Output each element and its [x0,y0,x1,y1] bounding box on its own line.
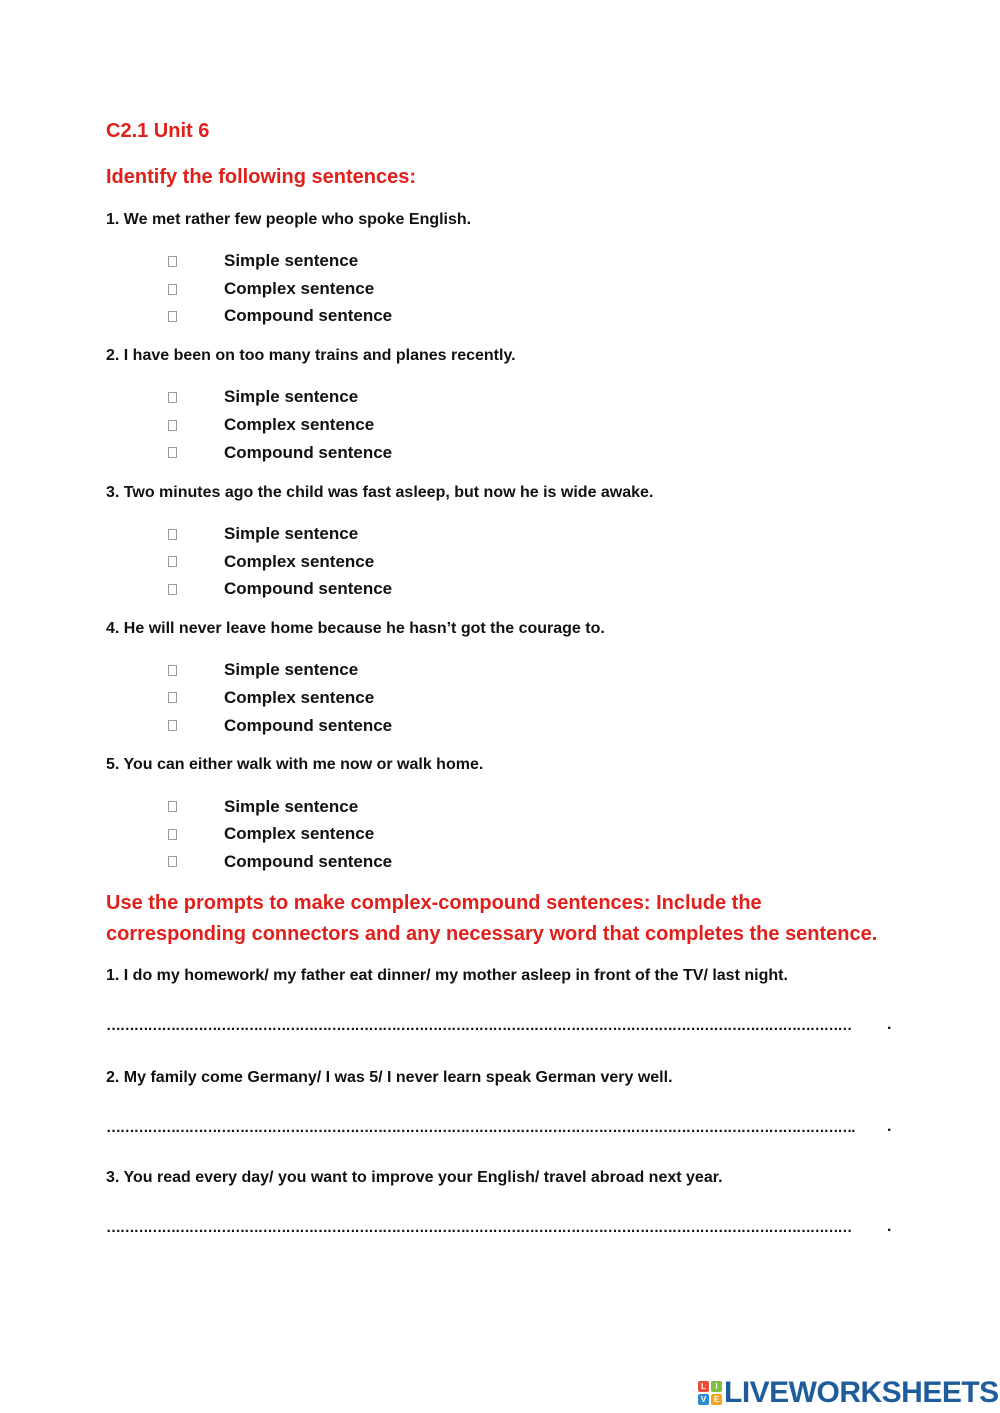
option-label: Simple sentence [224,251,359,270]
option-label: Complex sentence [224,824,375,843]
liveworksheets-logo-icon [698,1381,722,1406]
option-checkbox[interactable] [168,692,177,703]
option-checkbox[interactable] [168,829,177,840]
option-label: Simple sentence [224,660,359,679]
question-text: 4. He will never leave home because he hasn’t got the courage to. [106,620,605,637]
option-checkbox[interactable] [168,447,177,458]
option-label: Simple sentence [224,797,359,816]
option-label: Simple sentence [224,387,359,406]
option-label: Compound sentence [224,579,393,598]
question-text: 3. Two minutes ago the child was fast asleep, but now he is wide awake. [106,484,654,501]
answer-end-period: . [887,1016,892,1033]
option-checkbox[interactable] [168,584,177,595]
option-checkbox[interactable] [168,556,177,567]
option-checkbox[interactable] [168,420,177,431]
option-label: Compound sentence [224,852,393,871]
prompt-text: 2. My family come Germany/ I was 5/ I never learn speak German very well. [106,1069,673,1086]
option-label: Compound sentence [224,306,393,325]
option-checkbox[interactable] [168,284,177,295]
option-checkbox[interactable] [168,392,177,403]
option-label: Complex sentence [224,552,375,571]
option-checkbox[interactable] [168,311,177,322]
option-label: Complex sentence [224,279,375,298]
logo-tile-l: L [698,1381,709,1392]
prompt-text: 3. You read every day/ you want to improve your English/ travel abroad next year. [106,1169,723,1186]
option-checkbox[interactable] [168,256,177,267]
option-label: Compound sentence [224,443,393,462]
option-checkbox[interactable] [168,801,177,812]
liveworksheets-logo-text: LIVEWORKSHEETS [724,1376,999,1409]
option-checkbox[interactable] [168,529,177,540]
logo-tile-e: E [711,1394,722,1405]
answer-line[interactable]: ……………………………………………………………………………………………………………………………………………… [106,1219,852,1236]
option-checkbox[interactable] [168,665,177,676]
question-text: 2. I have been on too many trains and planes recently. [106,347,516,364]
worksheet-title: C2.1 Unit 6 [106,120,210,142]
option-label: Complex sentence [224,688,375,707]
answer-line[interactable]: ………………………………………………………………………………………………………………………………………………. [106,1119,855,1136]
logo-tile-v: V [698,1394,709,1405]
answer-end-period: . [887,1118,892,1135]
question-text: 5. You can either walk with me now or walk home. [106,756,484,773]
question-text: 1. We met rather few people who spoke English. [106,211,472,228]
logo-tile-i: I [711,1381,722,1392]
answer-end-period: . [887,1218,892,1235]
option-label: Compound sentence [224,716,393,735]
section2-heading-line2: corresponding connectors and any necessary word that completes the sentence. [106,923,878,945]
section2-heading-line1: Use the prompts to make complex-compound sentences: Include the [106,892,762,914]
prompt-text: 1. I do my homework/ my father eat dinner/ my mother asleep in front of the TV/ last night. [106,967,788,984]
option-checkbox[interactable] [168,720,177,731]
option-label: Simple sentence [224,524,359,543]
section1-heading: Identify the following sentences: [106,166,417,188]
answer-line[interactable]: ……………………………………………………………………………………………………………………………………………… [106,1017,852,1034]
option-checkbox[interactable] [168,856,177,867]
option-label: Complex sentence [224,415,375,434]
